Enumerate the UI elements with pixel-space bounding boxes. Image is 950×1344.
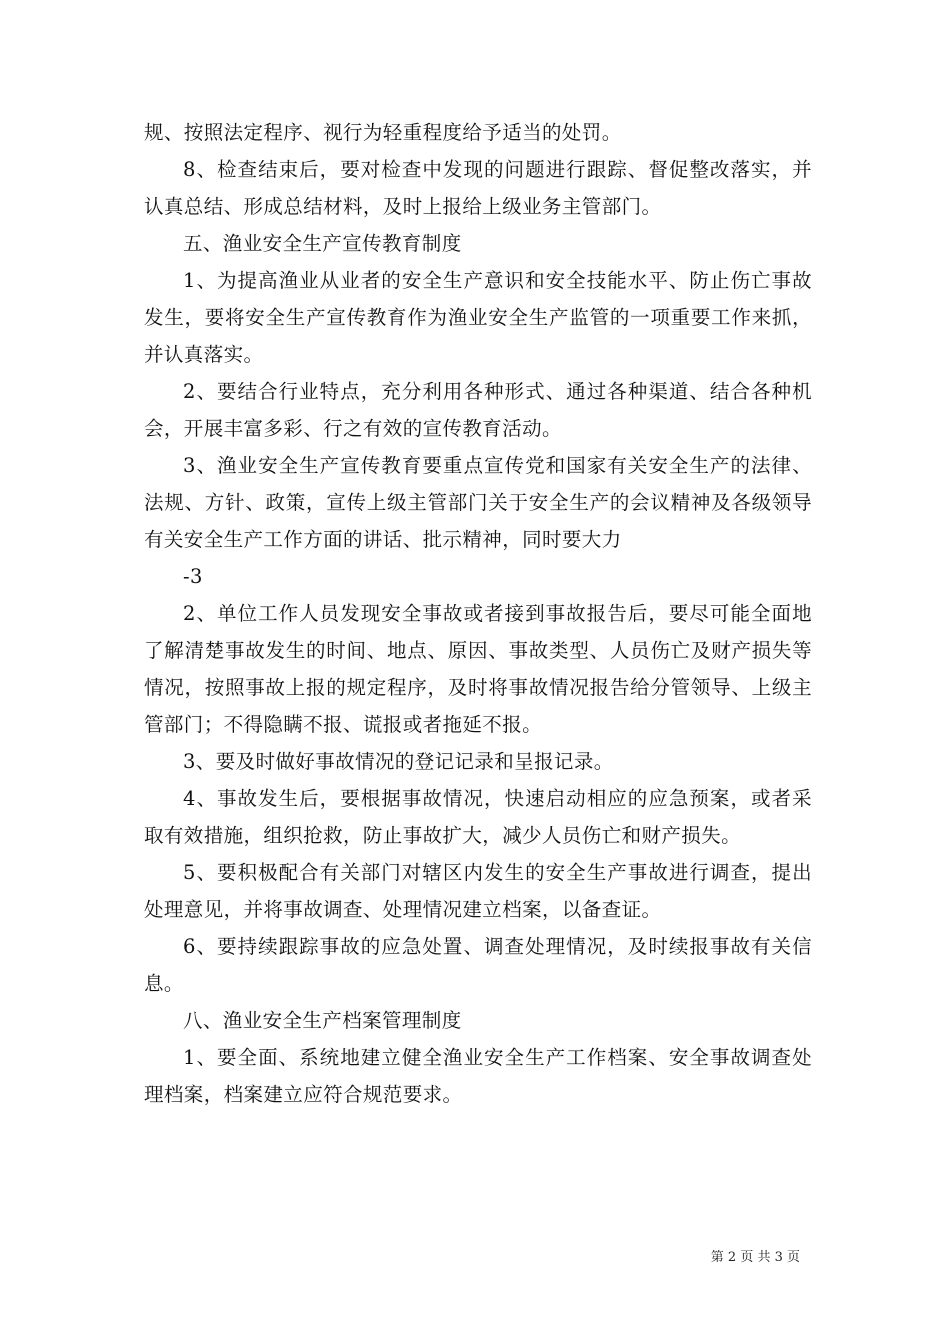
paragraph: 2、单位工作人员发现安全事故或者接到事故报告后，要尽可能全面地了解清楚事故发生的时间、地点、原因、事故类型、人员伤亡及财产损失等情况，按照事故上报的规定程序，及时将事故情况报告给分管领导、上级主管部门；不得隐瞒不报、谎报或者拖延不报。 (144, 602, 812, 736)
paragraph: 5、要积极配合有关部门对辖区内发生的安全生产事故进行调查，提出处理意见，并将事故调查、处理情况建立档案，以备查证。 (144, 861, 812, 921)
paragraph: 1、要全面、系统地建立健全渔业安全生产工作档案、安全事故调查处理档案，档案建立应符合规范要求。 (144, 1046, 812, 1106)
paragraph: 8、检查结束后，要对检查中发现的问题进行跟踪、督促整改落实，并认真总结、形成总结材料，及时上报给上级业务主管部门。 (144, 158, 812, 218)
section-heading: 八、渔业安全生产档案管理制度 (183, 1009, 462, 1032)
paragraph: 1、为提高渔业从业者的安全生产意识和安全技能水平、防止伤亡事故发生，要将安全生产宣传教育作为渔业安全生产监管的一项重要工作来抓，并认真落实。 (144, 269, 812, 366)
paragraph: 6、要持续跟踪事故的应急处置、调查处理情况，及时续报事故有关信息。 (144, 935, 812, 995)
paragraph: 4、事故发生后，要根据事故情况，快速启动相应的应急预案，或者采取有效措施，组织抢救，防止事故扩大，减少人员伤亡和财产损失。 (144, 787, 812, 847)
page-number-footer: 第 2 页 共 3 页 (710, 1250, 800, 1265)
page-fragment-marker: -3 (183, 565, 203, 588)
paragraph: 规、按照法定程序、视行为轻重程度给予适当的处罚。 (144, 121, 622, 144)
paragraph: 2、要结合行业特点，充分利用各种形式、通过各种渠道、结合各种机会，开展丰富多彩、行之有效的宣传教育活动。 (144, 380, 812, 440)
document-body (144, 114, 812, 1113)
section-heading: 五、渔业安全生产宣传教育制度 (183, 232, 462, 255)
paragraph: 3、渔业安全生产宣传教育要重点宣传党和国家有关安全生产的法律、法规、方针、政策，宣传上级主管部门关于安全生产的会议精神及各级领导有关安全生产工作方面的讲话、批示精神，同时要大力 (144, 454, 812, 551)
paragraph: 3、要及时做好事故情况的登记记录和呈报记录。 (183, 750, 614, 773)
